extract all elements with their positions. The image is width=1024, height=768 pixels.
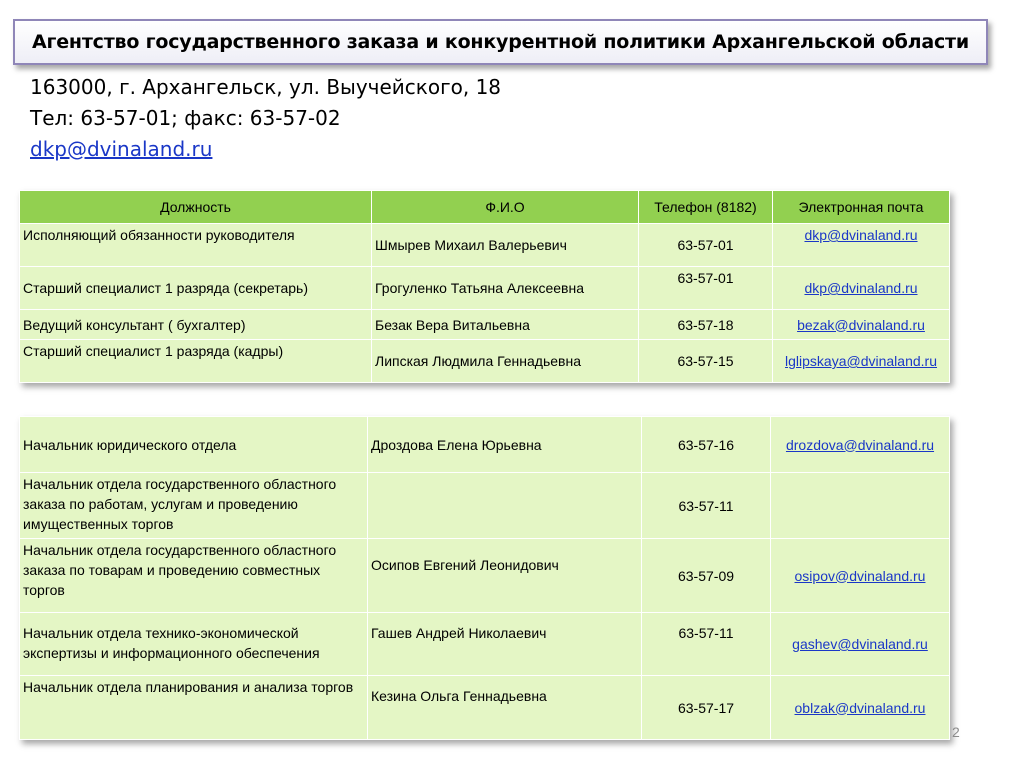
phone-fax-line: Тел: 63-57-01; факс: 63-57-02: [30, 106, 341, 130]
cell-position: Начальник отдела технико-экономической экспертизы и информационного обеспечения: [20, 613, 368, 676]
cell-fullname: Дроздова Елена Юрьевна: [368, 417, 642, 473]
cell-email-link[interactable]: drozdova@dvinaland.ru: [771, 417, 950, 473]
cell-phone: 63-57-17: [642, 676, 771, 740]
contact-block: [30, 72, 501, 165]
cell-position: Старший специалист 1 разряда (кадры): [20, 340, 372, 383]
cell-position: Исполняющий обязанности руководителя: [20, 224, 372, 267]
table-row: [20, 676, 950, 740]
header-position: Должность: [20, 191, 372, 224]
cell-phone: 63-57-18: [639, 310, 773, 340]
table-row: [20, 539, 950, 613]
staff-table-management: [19, 190, 950, 383]
cell-phone: 63-57-09: [642, 539, 771, 613]
table-row: [20, 224, 950, 267]
cell-position: Начальник юридического отдела: [20, 417, 368, 473]
slide-title: Агентство государственного заказа и конкурентной политики Архангельской области: [32, 31, 969, 53]
address-line: 163000, г. Архангельск, ул. Выучейского, 18: [30, 75, 502, 99]
slide-title-box: [13, 19, 988, 65]
cell-email-link[interactable]: [771, 473, 950, 539]
cell-email-link[interactable]: oblzak@dvinaland.ru: [771, 676, 950, 740]
cell-fullname: Гашев Андрей Николаевич: [368, 613, 642, 676]
cell-phone: 63-57-15: [639, 340, 773, 383]
cell-fullname: Липская Людмила Геннадьевна: [372, 340, 639, 383]
cell-email-link[interactable]: gashev@dvinaland.ru: [771, 613, 950, 676]
header-email: Электронная почта: [773, 191, 950, 224]
table-row: [20, 473, 950, 539]
staff-table-departments: [19, 416, 950, 740]
cell-fullname: Кезина Ольга Геннадьевна: [368, 676, 642, 740]
cell-fullname: Безак Вера Витальевна: [372, 310, 639, 340]
cell-phone: 63-57-01: [639, 267, 773, 310]
cell-fullname: [368, 473, 642, 539]
page-number: 2: [952, 724, 960, 740]
table-header-row: [20, 191, 950, 224]
cell-email-link[interactable]: dkp@dvinaland.ru: [773, 267, 950, 310]
cell-phone: 63-57-11: [642, 613, 771, 676]
cell-position: Ведущий консультант ( бухгалтер): [20, 310, 372, 340]
cell-position: Старший специалист 1 разряда (секретарь): [20, 267, 372, 310]
table-row: [20, 340, 950, 383]
cell-phone: 63-57-16: [642, 417, 771, 473]
table-row: [20, 267, 950, 310]
cell-position: Начальник отдела государственного областного заказа по товарам и проведению совместных торгов: [20, 539, 368, 613]
table-row: [20, 613, 950, 676]
cell-fullname: Осипов Евгений Леонидович: [368, 539, 642, 613]
agency-email-link[interactable]: dkp@dvinaland.ru: [30, 137, 213, 161]
cell-email-link[interactable]: osipov@dvinaland.ru: [771, 539, 950, 613]
cell-phone: 63-57-11: [642, 473, 771, 539]
table-row: [20, 310, 950, 340]
cell-position: Начальник отдела государственного областного заказа по работам, услугам и проведению имущественных торгов: [20, 473, 368, 539]
header-fullname: Ф.И.О: [372, 191, 639, 224]
cell-email-link[interactable]: bezak@dvinaland.ru: [773, 310, 950, 340]
cell-phone: 63-57-01: [639, 224, 773, 267]
cell-email-link[interactable]: lglipskaya@dvinaland.ru: [773, 340, 950, 383]
cell-email-link[interactable]: dkp@dvinaland.ru: [773, 224, 950, 267]
cell-fullname: Грогуленко Татьяна Алексеевна: [372, 267, 639, 310]
table-row: [20, 417, 950, 473]
cell-position: Начальник отдела планирования и анализа торгов: [20, 676, 368, 740]
cell-fullname: Шмырев Михаил Валерьевич: [372, 224, 639, 267]
header-phone: Телефон (8182): [639, 191, 773, 224]
